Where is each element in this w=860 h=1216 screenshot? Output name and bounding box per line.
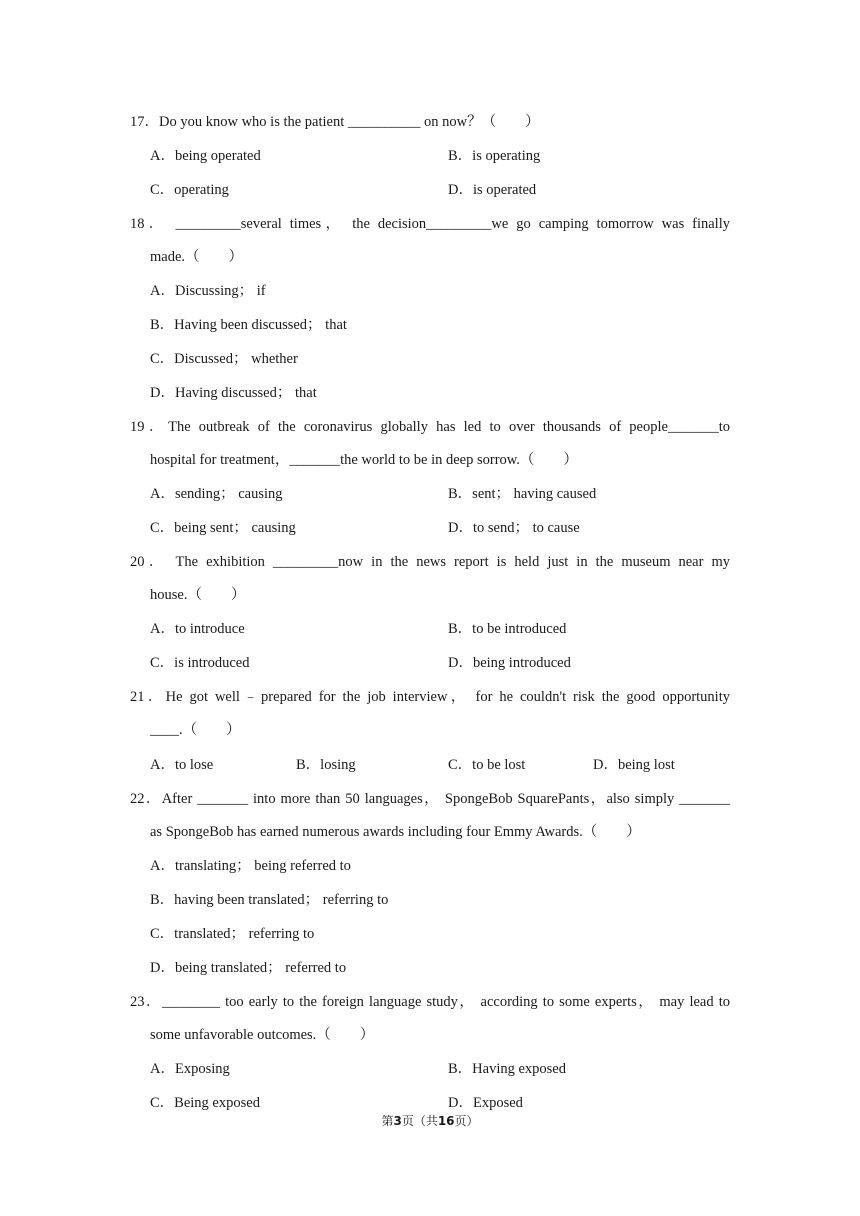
question-23-stem-continued: some unfavorable outcomes.（ ）: [150, 1027, 375, 1043]
question-20-option-d: D．being introduced: [448, 655, 571, 671]
footer-mid: 页（共: [401, 1114, 438, 1128]
question-19-option-c: C．being sent； causing: [150, 520, 296, 536]
question-22-option-c: C．translated； referring to: [150, 926, 315, 942]
question-23-option-a: A．Exposing: [150, 1061, 230, 1077]
current-page-number: 3: [393, 1114, 402, 1128]
question-19-stem: 19．The outbreak of the coronavirus globally has led to over thousands of people_______to: [130, 419, 730, 435]
question-22-option-d: D．being translated； referred to: [150, 960, 347, 976]
question-20-option-c: C．is introduced: [150, 655, 250, 671]
question-21-stem: 21．He got well﹣prepared for the job interview， for he couldn't risk the good opportunity: [130, 689, 730, 705]
question-21-option-a: A．to lose: [150, 757, 214, 773]
question-18-stem: 18． _________several times， the decision_________we go camping tomorrow was finally: [130, 216, 730, 232]
question-20-option-b: B．to be introduced: [448, 621, 567, 637]
question-17-option-c: C．operating: [150, 182, 229, 198]
question-18-option-d: D．Having discussed； that: [150, 385, 317, 401]
footer-suffix: 页）: [454, 1114, 479, 1128]
question-18-option-c: C．Discussed； whether: [150, 351, 298, 367]
question-19-option-a: A．sending； causing: [150, 486, 283, 502]
question-21-option-b: B．losing: [296, 757, 356, 773]
question-18-option-b: B．Having been discussed； that: [150, 317, 347, 333]
question-23-stem: 23．________ too early to the foreign language study， according to some experts， may lead to: [130, 994, 730, 1010]
question-20-stem: 20． The exhibition _________now in the news report is held just in the museum near my: [130, 554, 730, 570]
footer-prefix: 第: [381, 1114, 394, 1128]
question-19-option-d: D．to send； to cause: [448, 520, 580, 536]
question-22-stem: 22．After _______ into more than 50 languages， SpongeBob SquarePants，also simply _______: [130, 791, 730, 807]
question-19-stem-continued: hospital for treatment，_______the world to be in deep sorrow.（ ）: [150, 452, 578, 468]
question-22-option-a: A．translating； being referred to: [150, 858, 351, 874]
question-23-option-b: B．Having exposed: [448, 1061, 566, 1077]
question-21-option-c: C．to be lost: [448, 757, 526, 773]
page-footer: [0, 1112, 860, 1130]
question-17-option-b: B．is operating: [448, 148, 541, 164]
question-23-option-c: C．Being exposed: [150, 1095, 260, 1111]
question-21-option-d: D．being lost: [593, 757, 675, 773]
question-17-option-d: D．is operated: [448, 182, 537, 198]
question-22-option-b: B．having been translated； referring to: [150, 892, 389, 908]
question-23-option-d: D．Exposed: [448, 1095, 523, 1111]
question-18-option-a: A．Discussing； if: [150, 283, 266, 299]
question-21-stem-continued: ____.（ ）: [150, 722, 241, 738]
total-page-count: 16: [437, 1114, 455, 1128]
question-19-option-b: B．sent； having caused: [448, 486, 597, 502]
question-17-option-a: A．being operated: [150, 148, 261, 164]
question-17-stem: 17．Do you know who is the patient __________ on now？（ ）: [130, 114, 540, 130]
question-20-option-a: A．to introduce: [150, 621, 245, 637]
question-22-stem-continued: as SpongeBob has earned numerous awards including four Emmy Awards.（ ）: [150, 824, 641, 840]
question-20-stem-continued: house.（ ）: [150, 587, 246, 603]
question-18-stem-continued: made.（ ）: [150, 249, 244, 265]
